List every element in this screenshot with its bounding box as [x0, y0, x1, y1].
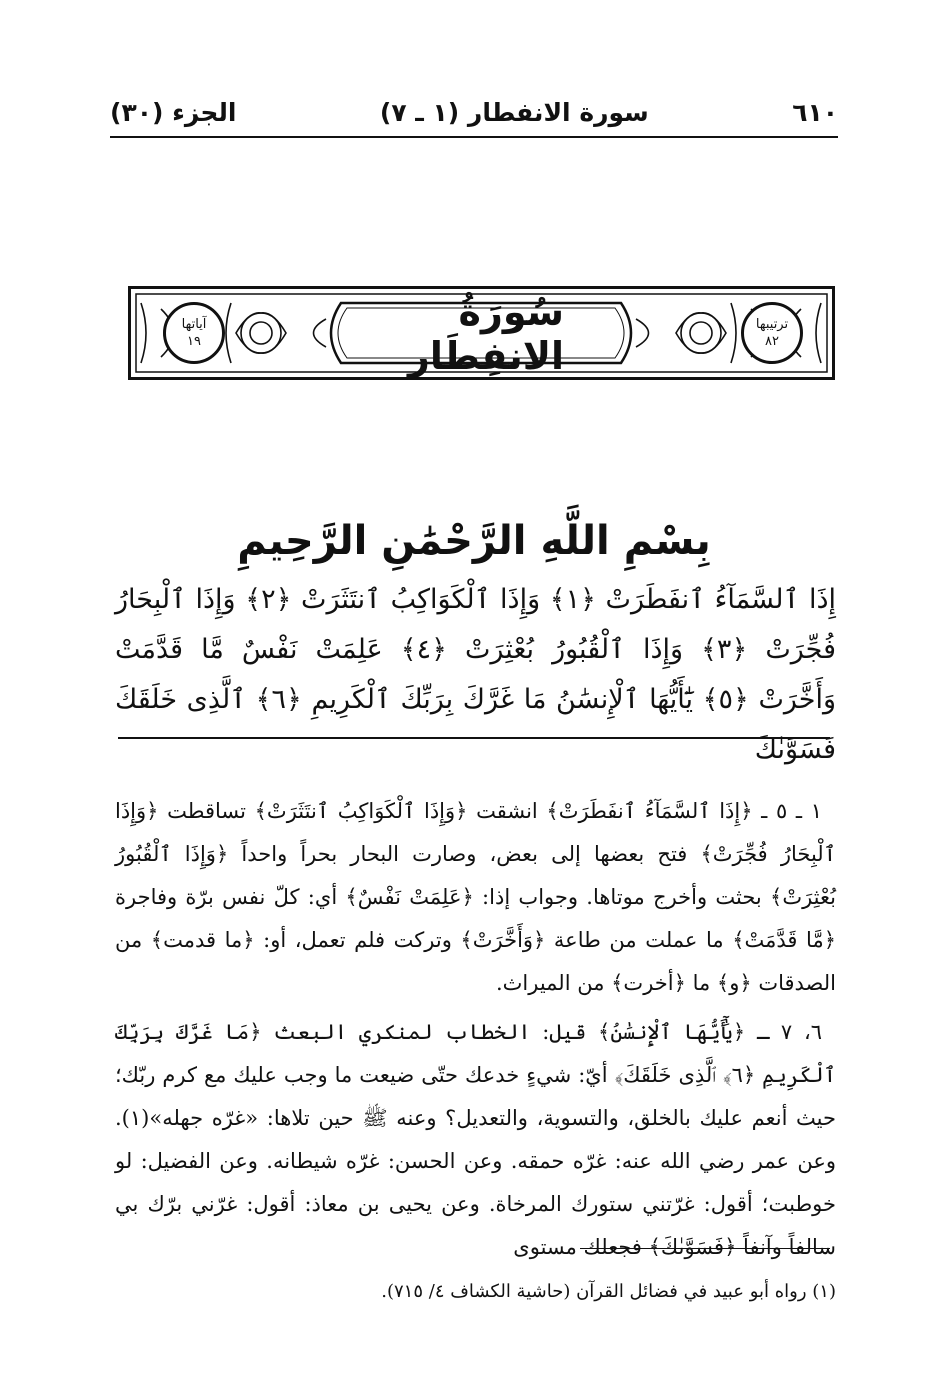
footnote-separator	[580, 1248, 830, 1249]
commentary-paragraph: ١ ـ ٥ ـ ﴿إِذَا ٱلسَّمَآءُ ٱنفَطَرَتْ﴾ انشقت ﴿وَإِذَا ٱلْكَوَاكِبُ ٱنتَثَرَتْ﴾ تساقطت ﴿وَإِذَا ٱلْبِحَارُ فُجِّرَتْ﴾ فتح بعضها إلى بعض، وصارت البحار بحراً واحداً ﴿وَإِذَا ٱلْقُبُورُ بُعْثِرَتْ﴾ بحثت وأخرج موتاها. وجواب إذا: ﴿عَلِمَتْ نَفْسٌ﴾ أي: كلّ نفس برّة وفاجرة ﴿مَّا قَدَّمَتْ﴾ ما عملت من طاعة ﴿وَأَخَّرَتْ﴾ وتركت فلم تعمل، أو: ﴿ما قدمت﴾ من الصدقات ﴿و﴾ ما ﴿أخرت﴾ من الميراث.	[115, 799, 836, 995]
surah-title-frame	[128, 286, 835, 380]
basmala: بِسْمِ اللَّهِ الرَّحْمَٰنِ الرَّحِيمِ	[237, 518, 711, 564]
juz-label: الجزء (٣٠)	[110, 97, 237, 127]
footnote: (١) رواه أبو عبيد في فضائل القرآن (حاشية الكشاف ٤/ ٧١٥).	[381, 1281, 836, 1302]
ayat-medallion	[163, 302, 225, 364]
surah-reference: سورة الانفطار (١ ـ ٧)	[379, 97, 649, 127]
page-header	[110, 88, 838, 138]
ayat-value: ١٩	[187, 334, 201, 349]
tafsir-commentary	[115, 790, 836, 1275]
order-medallion	[741, 302, 803, 364]
quran-verses: إِذَا ٱلسَّمَآءُ ٱنفَطَرَتْ ﴿١﴾ وَإِذَا ٱلْكَوَاكِبُ ٱنتَثَرَتْ ﴿٢﴾ وَإِذَا ٱلْبِحَارُ فُجِّرَتْ ﴿٣﴾ وَإِذَا ٱلْقُبُورُ بُعْثِرَتْ ﴿٤﴾ عَلِمَتْ نَفْسٌ مَّا قَدَّمَتْ وَأَخَّرَتْ ﴿٥﴾ يَٰٓأَيُّهَا ٱلْإِنسَٰنُ مَا غَرَّكَ بِرَبِّكَ ٱلْكَرِيمِ ﴿٦﴾ ٱلَّذِى خَلَقَكَ فَسَوَّىٰكَ	[115, 584, 836, 765]
verses-divider	[118, 737, 830, 739]
order-value: ٨٢	[765, 334, 779, 349]
surah-title: سُورَةُ الانفِطَار	[407, 290, 565, 378]
ayat-label: آياتها	[181, 317, 207, 332]
commentary-paragraph: ٦، ٧ ـ ﴿يَٰٓأَيُّهَا ٱلْإِنسَٰنُ﴾ قيل: الخطاب لمنكري البعث ﴿مَا غَرَّكَ بِرَبِّكَ ٱلْكَرِيمِ ﴿٦﴾ ٱلَّذِى خَلَقَكَ﴾ أيّ: شيءٍ خدعك حتّى ضيعت ما وجب عليك مع كرم ربّك؛ حيث أنعم عليك بالخلق، والتسوية، والتعديل؟ وعنه ﷺ حين تلاها: «غرّه جهله»(١). وعن عمر رضي الله عنه: غرّه حمقه. وعن الحسن: غرّه شيطانه. وعن الفضيل: لو خوطبت؛ أقول: غرّتني ستورك المرخاة. وعن يحيى بن معاذ: أقول: غرّني برّك بي سالفاً وآنفاً ﴿فَسَوَّىٰكَ﴾ فجعلك مستوى	[115, 1020, 836, 1259]
order-label: ترتيبها	[755, 317, 789, 332]
page-number: ٦١٠	[792, 97, 838, 127]
